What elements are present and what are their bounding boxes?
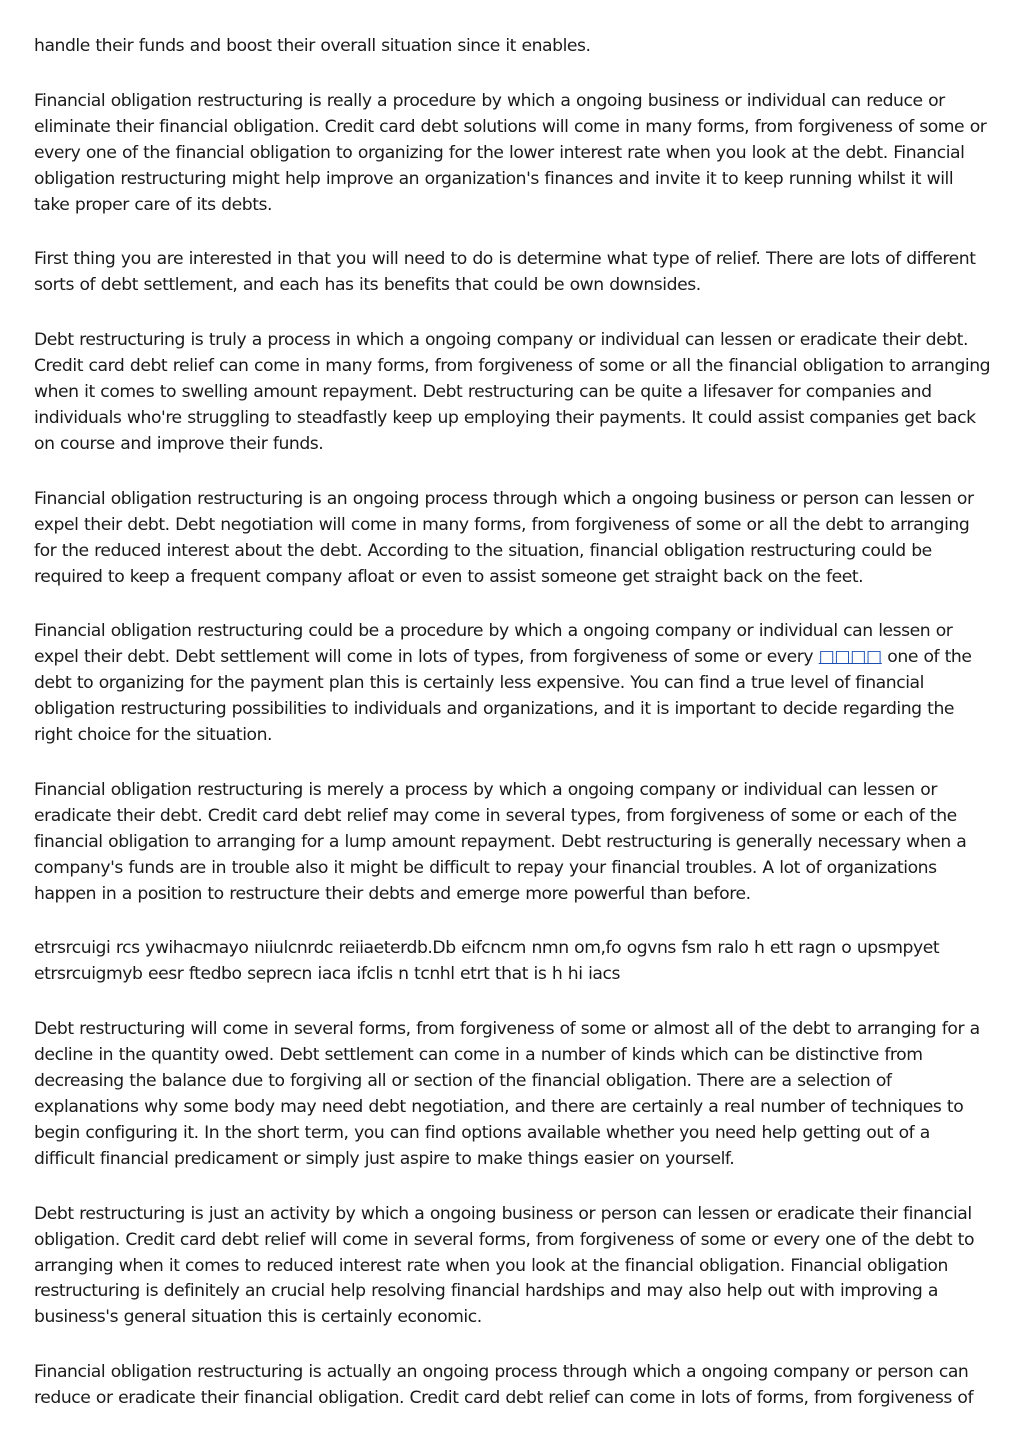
link-paragraph-text-before: Financial obligation restructuring could be a procedure by which a ongoing company or individual can lessen or expel their debt. Debt settlement will come in lots of types, from forgiveness of some or every (34, 621, 953, 668)
paragraph-11: Financial obligation restructuring is actually an ongoing process through which a ongoing company or person can reduce or eradicate their financial obligation. Credit card debt relief can come in lots of forms, from forgiveness of (34, 1362, 974, 1409)
paragraph-4: Debt restructuring is truly a process in which a ongoing company or individual can lessen or eradicate their debt. Credit card debt relief can come in many forms, from forgiveness of some or all the financial obligation to arranging when it comes to swelling amount repayment. Debt restructuring can be quite a lifesaver for companies and individuals who're struggling to steadfastly keep up employing their payments. It could assist companies get back on course and improve their funds. (34, 330, 991, 454)
link-paragraph-text-after: one of the debt to organizing for the payment plan this is certainly less expensive. You can find a true level of financial obligation restructuring possibilities to individuals and organizations, and it is important to decide regarding the right choice for the situation. (34, 647, 972, 746)
paragraph-7: Financial obligation restructuring is merely a process by which a ongoing company or individual can lessen or eradicate their debt. Credit card debt relief may come in several types, from forgiveness of some or each of the financial obligation to arranging for a lump amount repayment. Debt restructuring is generally necessary when a company's funds are in trouble also it might be difficult to repay your financial troubles. A lot of organizations happen in a position to restructure their debts and emerge more powerful than before. (34, 779, 967, 904)
article-body (34, 34, 994, 1441)
paragraph-8-scrambled: etrsrcuigi rcs ywihacmayo niiulcnrdc reiiaeterdb.Db eifcncm nmn om,fo ogvns fsm ralo h ett ragn o upsmpyet etrsrcuigmyb eesr ftedbo seprecn iaca ifclis n tcnhl etrt that is h hi iacs (34, 938, 940, 985)
paragraph-3: First thing you are interested in that you will need to do is determine what type of relief. There are lots of different sorts of debt settlement, and each has its benefits that could be own downsides. (34, 249, 976, 296)
paragraph-10: Debt restructuring is just an activity by which a ongoing business or person can lessen or eradicate their financial obligation. Credit card debt relief will come in several forms, from forgiveness of some or every one of the debt to arranging when it comes to reduced interest rate when you look at the financial obligation. Financial obligation restructuring is definitely an crucial help resolving financial hardships and may also help out with improving a business's general situation this is certainly economic. (34, 1203, 975, 1328)
paragraph-5: Financial obligation restructuring is an ongoing process through which a ongoing business or person can lessen or expel their debt. Debt negotiation will come in many forms, from forgiveness of some or all the debt to arranging for the reduced interest about the debt. According to the situation, financial obligation restructuring could be required to keep a frequent company afloat or even to assist someone get straight back on the feet. (34, 488, 974, 587)
paragraph-1: handle their funds and boost their overall situation since it enables. (34, 36, 591, 56)
paragraph-2: Financial obligation restructuring is really a procedure by which a ongoing business or individual can reduce or eliminate their financial obligation. Credit card debt solutions will come in many forms, from forgiveness of some or every one of the financial obligation to organizing for the lower interest rate when you look at the debt. Financial obligation restructuring might help improve an organization's finances and invite it to keep running whilst it will take proper care of its debts. (34, 90, 987, 215)
paragraph-9: Debt restructuring will come in several forms, from forgiveness of some or almost all of the debt to arranging for a decline in the quantity owed. Debt settlement can come in a number of kinds which can be distinctive from decreasing the balance due to forgiving all or section of the financial obligation. There are a selection of explanations why some body may need debt negotiation, and there are certainly a real number of techniques to begin configuring it. In the short term, you can find options available whether you need help getting out of a difficult financial predicament or simply just aspire to make things easier on yourself. (34, 1019, 980, 1169)
paragraph-with-link (34, 619, 994, 749)
inline-link[interactable]: □□□□ (818, 647, 882, 668)
